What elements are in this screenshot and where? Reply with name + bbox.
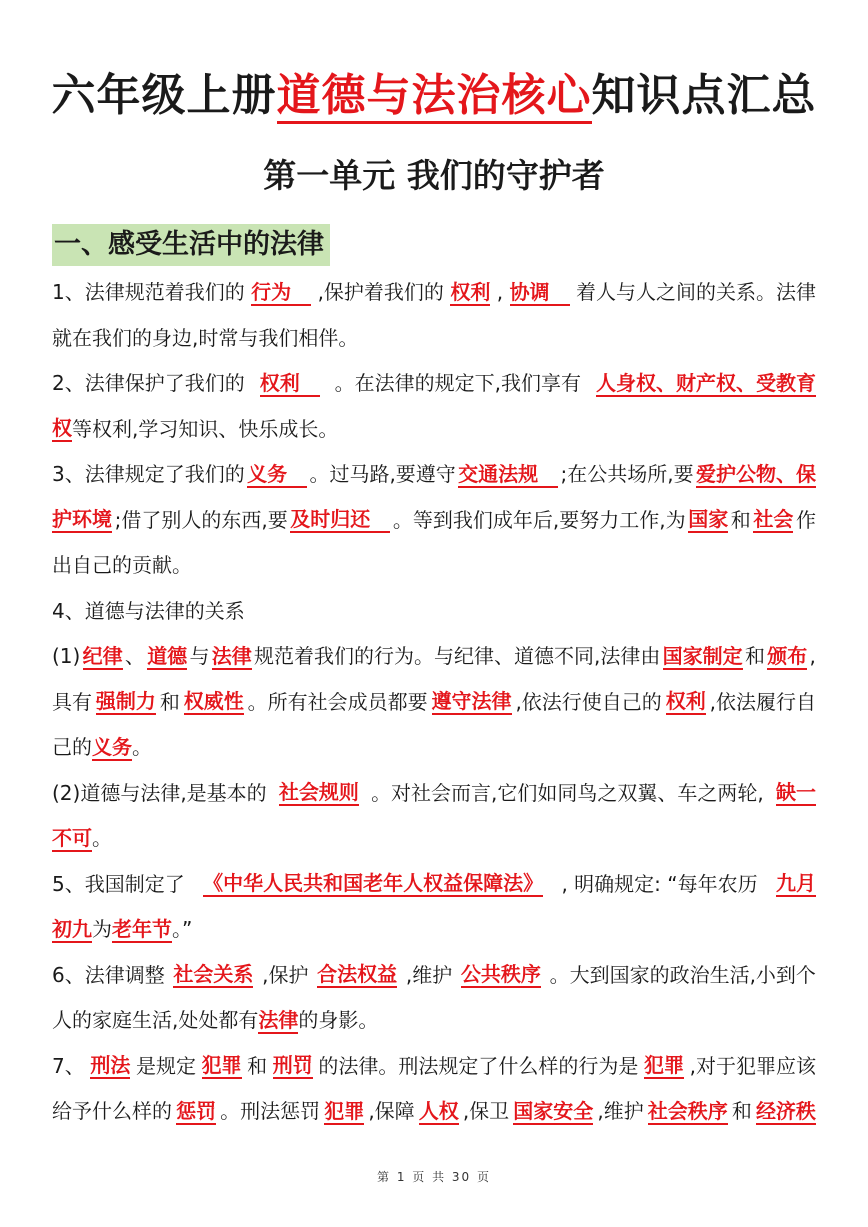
text-segment: 给予什么样的 [52,1099,172,1123]
text-segment: 和 [731,1099,752,1123]
text-segment: 。所有社会成员都要 [247,689,428,714]
key-term: 权 [52,416,72,441]
text-line [52,498,816,544]
key-term: 及时归还 [290,507,390,533]
key-term: 刑罚 [272,1053,313,1078]
text-segment: 出自己的贡献。 [52,553,192,577]
key-term: 经济秩 [755,1098,816,1123]
text-segment: (1) [52,644,81,668]
text-segment: 5、我国制定了 [52,871,185,896]
text-line [52,816,816,862]
section-heading: 一、感受生活中的法律 [52,224,330,266]
key-term: 老年节 [112,916,172,941]
text-line [52,407,816,453]
text-segment: 是规定 [135,1053,196,1078]
key-term: 交通法规 [458,462,558,488]
key-term: 惩罚 [176,1098,217,1123]
text-segment: 作 [795,507,816,532]
text-segment: 和 [744,644,765,668]
text-segment: ,维护 [405,962,453,987]
key-term: 义务 [247,462,307,488]
key-term: 行为 [251,280,311,306]
text-segment: 己的 [52,735,92,759]
text-line [52,1089,816,1135]
key-term: 不可 [52,825,92,850]
key-term: 社会秩序 [647,1098,728,1123]
key-term: 社会规则 [278,780,359,805]
text-line [52,998,816,1044]
key-term: 颁布 [767,643,808,668]
text-segment: 。大到国家的政治生活,小到个 [549,962,816,987]
key-term: 犯罪 [201,1053,242,1078]
text-segment: 具有 [52,689,92,714]
text-line [52,316,816,362]
text-segment: 。过马路,要遵守 [309,462,456,486]
text-segment: ,依法履行自 [709,689,816,714]
text-line [52,543,816,589]
text-line [52,725,816,771]
text-segment: ,保护着我们的 [317,280,444,304]
text-line [52,771,816,817]
title-highlight: 道德与法治核心 [277,70,592,124]
key-term: 《中华人民共和国老年人权益保障法》 [203,871,544,896]
text-segment: 。” [172,917,193,941]
key-term: 爱护公物、保 [696,461,816,486]
text-line [52,589,816,635]
text-segment: 和 [247,1053,268,1078]
text-segment: 等权利,学习知识、快乐成长。 [72,416,339,441]
text-segment: 7、 [52,1053,85,1078]
title-prefix: 六年级上册 [51,70,277,121]
key-term: 国家 [688,507,729,532]
key-term: 社会 [753,507,794,532]
text-segment: 。刑法惩罚 [220,1099,321,1123]
key-term: 权利 [665,689,706,714]
text-segment: , 明确规定: “每年农历 [561,871,758,896]
key-term: 刑法 [90,1053,131,1078]
key-term: 人身权、财产权、受教育 [596,370,816,395]
text-segment: 与 [189,644,210,668]
text-segment: 。 [92,826,112,850]
key-term: 国家安全 [513,1098,594,1123]
text-line [52,634,816,680]
document-title [0,68,868,124]
text-segment: 2、法律保护了我们的 [52,371,245,395]
text-line [52,1044,816,1090]
text-segment: ;在公共场所,要 [560,462,694,486]
text-segment: 和 [730,507,751,532]
text-segment: 规范着我们的行为。与纪律、道德不同,法律由 [254,644,661,668]
text-segment: ,对于犯罪应该 [689,1053,816,1078]
key-term: 权利 [450,279,491,304]
key-term: 缺一 [775,780,816,805]
text-line [52,270,816,316]
text-segment: 就在我们的身边,时常与我们相伴。 [52,325,359,350]
title-suffix: 知识点汇总 [591,70,817,121]
key-term: 权利 [260,371,320,397]
key-term: 遵守法律 [431,689,512,714]
text-segment: 的法律。刑法规定了什么样的行为是 [318,1053,639,1078]
text-segment: 的身影。 [298,1008,379,1032]
text-segment: 6、法律调整 [52,962,165,987]
key-term: 纪律 [82,643,123,668]
text-segment: , [809,644,816,668]
text-line [52,862,816,908]
text-segment: (2)道德与法律,是基本的 [52,780,267,805]
text-segment: 。对社会而言,它们如同鸟之双翼、车之两轮, [371,780,764,805]
text-segment: 和 [159,689,180,714]
text-segment: 1、法律规范着我们的 [52,280,245,304]
text-segment: 。等到我们成年后,要努力工作,为 [392,507,686,532]
key-term: 合法权益 [317,962,398,987]
text-segment: ;借了别人的东西,要 [114,507,288,532]
text-segment: ,维护 [597,1099,644,1123]
key-term: 人权 [418,1098,459,1123]
key-term: 强制力 [95,689,156,714]
key-term: 义务 [92,734,132,759]
text-line [52,907,816,953]
key-term: 护环境 [52,507,112,532]
key-term: 犯罪 [324,1098,365,1123]
key-term: 道德 [147,643,188,668]
key-term: 九月 [775,871,816,896]
key-term: 犯罪 [644,1053,684,1078]
text-segment: ,保护 [262,962,309,987]
document-body [52,270,816,1135]
text-segment: 为 [92,917,112,941]
unit-heading: 第一单元 我们的守护者 [263,156,605,195]
text-segment: ,保卫 [462,1099,510,1123]
key-term: 协调 [510,280,570,306]
text-segment: , [496,280,504,304]
key-term: 初九 [52,916,92,941]
key-term: 社会关系 [173,962,254,987]
text-segment: 3、法律规定了我们的 [52,462,245,486]
text-line [52,361,816,407]
text-segment: ,依法行使自己的 [515,689,662,714]
text-segment: 。 [132,735,152,759]
text-segment: 、 [124,644,145,668]
page-footer: 第 1 页 共 30 页 [377,1170,491,1184]
text-line [52,680,816,726]
key-term: 法律 [258,1007,299,1032]
key-term: 法律 [211,643,252,668]
text-line [52,452,816,498]
text-segment: ,保障 [368,1099,415,1123]
key-term: 国家制定 [662,643,743,668]
text-segment: 人的家庭生活,处处都有 [52,1008,259,1032]
key-term: 公共秩序 [460,962,541,987]
text-segment: 4、道德与法律的关系 [52,598,245,623]
key-term: 权威性 [183,689,244,714]
text-line [52,953,816,999]
text-segment: 。在法律的规定下,我们享有 [334,371,582,395]
text-segment: 着人与人之间的关系。法律 [575,280,816,304]
